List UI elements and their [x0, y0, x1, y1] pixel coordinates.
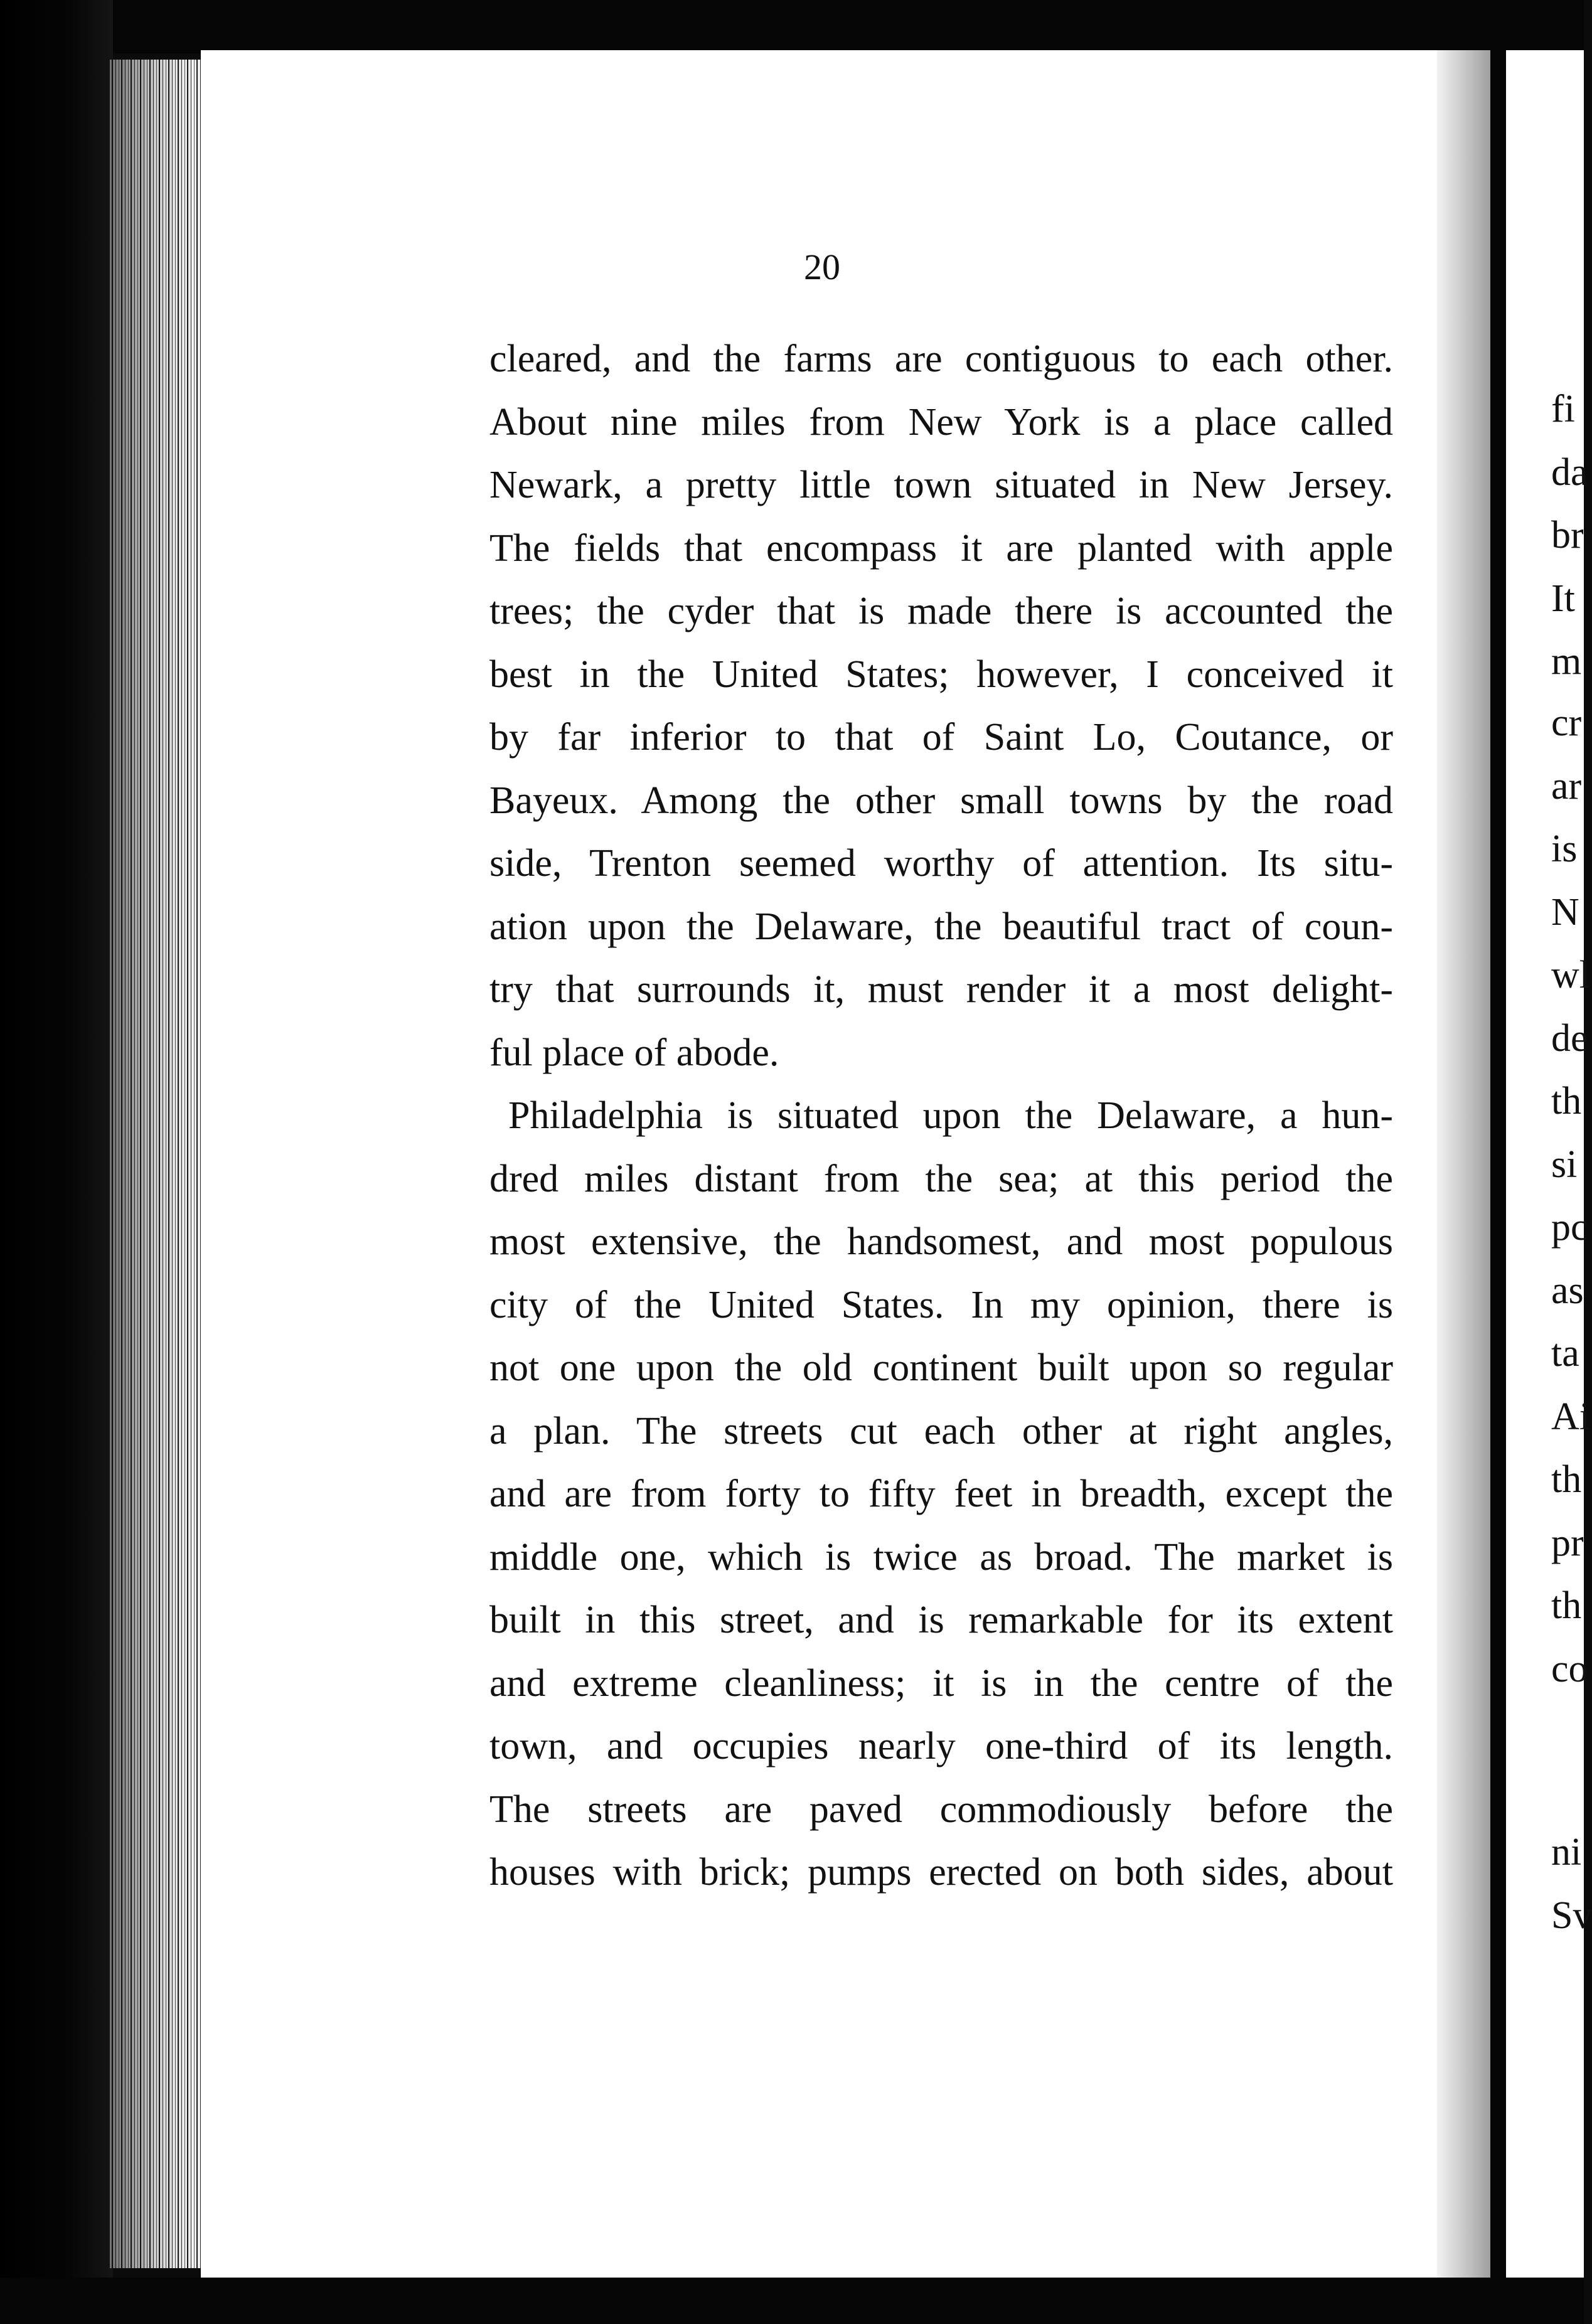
text-line: Newark, a pretty little town situated in New Jersey. [489, 464, 1393, 506]
next-page-fragment: th [1551, 1458, 1582, 1501]
next-page-fragment: It [1551, 577, 1575, 620]
text-line: and extreme cleanliness; it is in the centre of the [489, 1661, 1393, 1705]
next-page-fragment: pc [1551, 1206, 1588, 1249]
next-page-fragment: th [1551, 1080, 1582, 1122]
page-edges-shadow [110, 60, 204, 2268]
next-page-block-2 [1551, 691, 1590, 1700]
next-page-fragment: is [1551, 828, 1578, 870]
text-line: Bayeux. Among the other small towns by the road [489, 779, 1393, 822]
text-line: trees; the cyder that is made there is accounted the [489, 590, 1393, 632]
text-line: houses with brick; pumps erected on both sides, about [489, 1851, 1393, 1894]
next-page-fragment: ni [1551, 1831, 1582, 1874]
text-line: The streets are paved commodiously before the [489, 1788, 1393, 1831]
next-page-fragment: N [1551, 890, 1579, 934]
next-page-fragment: wl [1551, 954, 1590, 996]
next-page-fragment: de [1551, 1016, 1588, 1060]
book-binding [0, 0, 113, 2324]
text-line: try that surrounds it, must render it a most delight- [489, 968, 1393, 1011]
next-page-fragment: cr [1551, 701, 1582, 744]
scan-bottom-border [0, 2278, 1584, 2324]
page-text-block [489, 328, 1393, 1904]
text-line: Philadelphia is situated upon the Delaware, a hun- [508, 1094, 1393, 1137]
text-line: built in this street, and is remarkable for its extent [489, 1599, 1393, 1641]
next-page-fragment: ta [1551, 1332, 1579, 1375]
next-page-fragment: br [1551, 514, 1584, 557]
page-number: 20 [804, 247, 840, 287]
page-gutter [1437, 50, 1493, 2284]
next-page-fragment: Ai [1551, 1395, 1590, 1438]
right-page-sliver [1506, 50, 1592, 2284]
text-line: city of the United States. In my opinion, there is [489, 1283, 1393, 1326]
next-page-fragment: th [1551, 1584, 1582, 1627]
text-line: cleared, and the farms are contiguous to each other. [489, 338, 1393, 380]
next-page-fragment: fi [1551, 388, 1575, 430]
next-page-block-1 [1551, 378, 1588, 693]
scan-top-border [0, 0, 1584, 53]
text-line: and are from forty to fifty feet in breadth, except the [489, 1473, 1393, 1515]
text-line: The fields that encompass it are planted with apple [489, 526, 1393, 570]
next-page-fragment: Sv [1551, 1894, 1592, 1937]
text-line: town, and occupies nearly one-third of its length. [489, 1725, 1393, 1767]
text-line: dred miles distant from the sea; at this period the [489, 1157, 1393, 1200]
text-line: most extensive, the handsomest, and most populous [489, 1220, 1393, 1263]
next-page-fragment: co [1551, 1647, 1588, 1690]
next-page-fragment: pr [1551, 1521, 1584, 1564]
next-page-fragment: ar [1551, 764, 1582, 808]
next-page-block-3 [1551, 1821, 1592, 1947]
text-line: by far inferior to that of Saint Lo, Coutance, or [489, 716, 1393, 759]
text-line: ful place of abode. [489, 1031, 779, 1074]
text-line: About nine miles from New York is a place called [489, 400, 1393, 444]
text-line: middle one, which is twice as broad. The market is [489, 1535, 1393, 1579]
next-page-fragment: si [1551, 1143, 1578, 1186]
next-page-fragment: da [1551, 450, 1588, 494]
next-page-fragment: m [1551, 640, 1582, 683]
text-line: not one upon the old continent built upon so regular [489, 1346, 1393, 1389]
text-line: a plan. The streets cut each other at right angles, [489, 1409, 1393, 1452]
text-line: side, Trenton seemed worthy of attention. Its situ- [489, 842, 1393, 885]
text-line: best in the United States; however, I conceived it [489, 653, 1393, 696]
text-line: ation upon the Delaware, the beautiful tract of coun- [489, 905, 1393, 948]
next-page-fragment: as [1551, 1269, 1584, 1312]
